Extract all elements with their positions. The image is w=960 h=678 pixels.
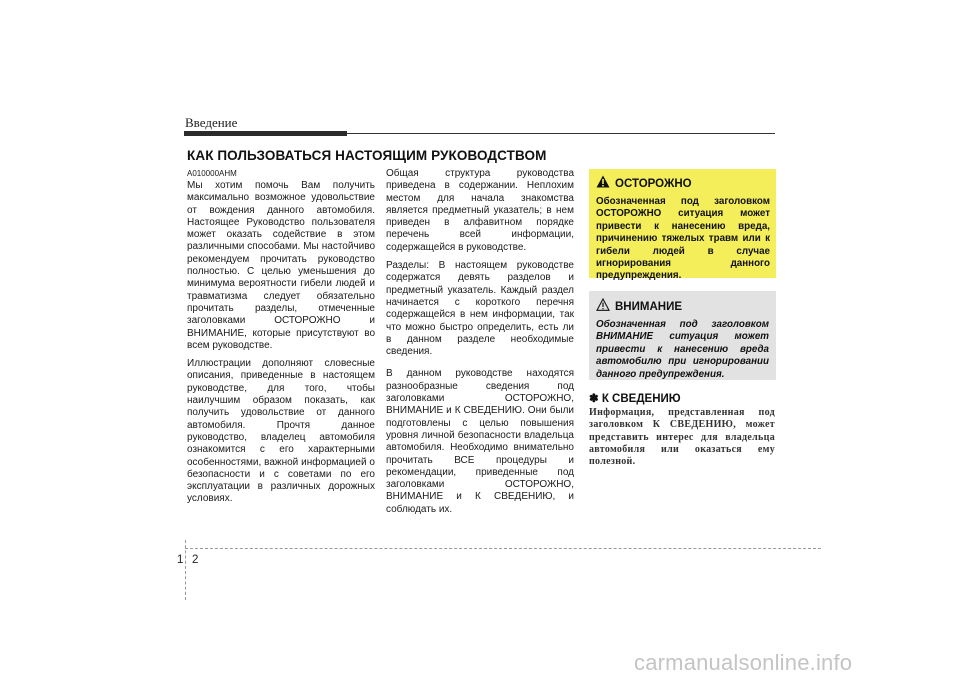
mid-paragraph-3: В данном руководстве находятся разнообразные сведения под заголовками ОСТОРОЖНО, ВНИМАНИЕ и К СВЕДЕНИЮ. Они были подготовлены с целью повышения уровня личной безопасности владельца автомобиля. Необходимо внимательно прочитать ВСЕ процедуры и рекомендации, приведенные под заголовками ОСТОРОЖНО, ВНИМАНИЕ и К СВЕДЕНИЮ, и соблюдать их. <box>386 368 574 515</box>
caution-title: ВНИМАНИЕ <box>615 301 683 313</box>
page-number: 2 <box>192 554 199 566</box>
watermark-text: carmanualsonline.info <box>634 650 853 675</box>
left-paragraph-1: Мы хотим помочь Вам получить максимально возможное удовольствие от вождения данного автомобиля. Настоящее Руководство пользователя может оказать содействие в этом различными способами. Мы настойчиво рекомендуем прочитать руководство полностью. С целью уменьшения до минимума вероятности гибели людей и травматизма следует обязательно прочитать разделы, отмеченные заголовками ОСТОРОЖНО и ВНИМАНИЕ, которые присутствуют во всем руководстве. <box>187 180 375 351</box>
caution-body: Обозначенная под заголовком ВНИМАНИЕ ситуация может привести к нанесению вреда автомобилю при игнорировании данного предупреждения. <box>596 319 769 380</box>
warning-triangle-icon <box>596 175 610 193</box>
page-heading: КАК ПОЛЬЗОВАТЬСЯ НАСТОЯЩИМ РУКОВОДСТВОМ <box>187 148 547 163</box>
caution-triangle-icon <box>596 298 610 316</box>
caution-title-row <box>596 298 769 316</box>
footer-dashed-rule <box>185 548 821 549</box>
chapter-number: 1 <box>177 554 184 566</box>
note-heading: ✽ К СВЕДЕНИЮ <box>589 393 681 405</box>
middle-column <box>386 168 574 522</box>
warning-box <box>589 169 776 282</box>
footer-dashed-divider <box>185 540 186 600</box>
mid-paragraph-1: Общая структура руководства приведена в содержании. Неплохим местом для начала знакомства является предметный указатель; в нем приведен в алфавитном порядке перечень всей информации, содержащейся в руководстве. <box>386 168 574 253</box>
note-body: Информация, представленная под заголовком К СВЕДЕНИЮ, может представить интерес для владельца автомобиля или оказаться ему полезной. <box>589 407 775 468</box>
section-code: A010000AHM <box>187 169 237 178</box>
header-rule <box>347 133 775 134</box>
left-column <box>187 168 375 512</box>
warning-title-row <box>596 175 770 193</box>
mid-paragraph-2: Разделы: В настоящем руководстве содержатся девять разделов и предметный указатель. Каждый раздел начинается с короткого перечня содержащейся в нем информации, так что можно быстро определить, есть ли в данном разделе необходимые сведения. <box>386 260 574 358</box>
warning-title: ОСТОРОЖНО <box>615 178 692 190</box>
section-title: Введение <box>185 115 238 130</box>
header-accent-bar <box>184 131 347 136</box>
left-paragraph-2: Иллюстрации дополняют словесные описания, приведенные в настоящем руководстве, для того, чтобы наилучшим образом показать, как получить удовольствие от данного автомобиля. Прочтя данное руководство, владелец автомобиля ознакомится с его характерными особенностями, важной информацией о безопасности и с советами по его эксплуатации в различных дорожных условиях. <box>187 358 375 505</box>
caution-box <box>589 291 776 380</box>
warning-body: Обозначенная под заголовком ОСТОРОЖНО ситуация может привести к нанесению вреда, причинению тяжелых травм или к гибели людей в случае игнорирования данного предупреждения. <box>596 196 770 282</box>
